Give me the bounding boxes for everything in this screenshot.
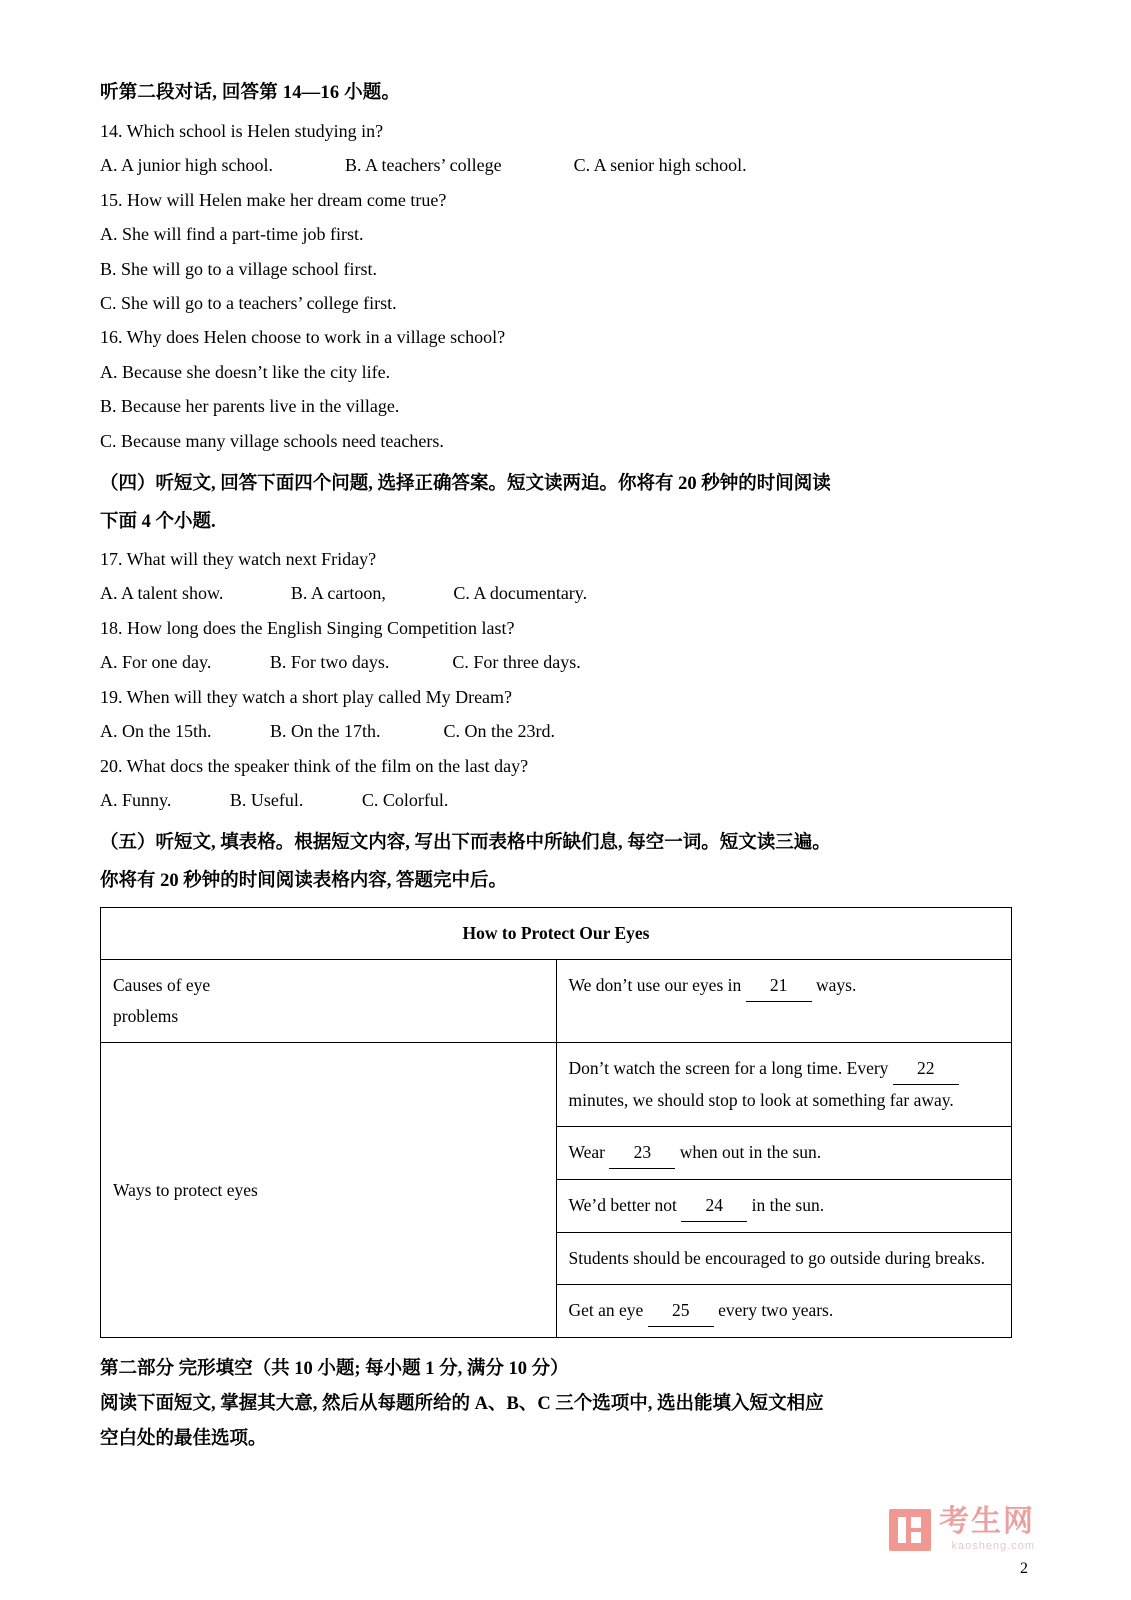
- ways-content-cell-1: [556, 1043, 1012, 1127]
- causes-label-cell: [101, 960, 557, 1043]
- question-16: 16. Why does Helen choose to work in a village school?: [100, 327, 506, 348]
- ways-text-pre-4: Students should be encouraged to go outside during breaks.: [568, 1248, 986, 1269]
- watermark-text: [939, 1507, 1035, 1552]
- ways-content-cell-4: [556, 1233, 1012, 1285]
- watermark-cn: 考生网: [939, 1505, 1035, 1538]
- causes-label-line1: Causes of eye: [113, 975, 211, 996]
- ways-text-pre-3: We’d better not: [568, 1195, 682, 1216]
- question-17: 17. What will they watch next Friday?: [100, 549, 377, 570]
- ways-text-pre-5: Get an eye: [568, 1300, 648, 1321]
- ways-content-cell-2: [556, 1127, 1012, 1180]
- causes-text-pre: We don’t use our eyes in: [568, 975, 746, 996]
- ways-text-post-2: when out in the sun.: [675, 1142, 822, 1163]
- part-two-instruction-line1: 阅读下面短文, 掌握其大意, 然后从每题所给的 A、B、C 三个选项中, 选出能填入短文相应: [100, 1394, 824, 1415]
- part-five-heading-line1: （五）听短文, 填表格。根据短文内容, 写出下而表格中所缺们息, 每空一词。短文读三遍。: [100, 833, 831, 854]
- question-16-option-b: B. Because her parents live in the village.: [100, 396, 400, 417]
- question-15-option-c: C. She will go to a teachers’ college first.: [100, 293, 397, 314]
- question-20-options: A. Funny. B. Useful. C. Colorful.: [100, 789, 449, 810]
- ways-content-cell-3: [556, 1180, 1012, 1233]
- blank-24[interactable]: 24: [681, 1190, 747, 1222]
- causes-text-post: ways.: [811, 975, 857, 996]
- ways-text-post-1: minutes, we should stop to look at something far away.: [568, 1090, 954, 1111]
- eye-protection-table: [100, 907, 1012, 1338]
- question-19-options: A. On the 15th. B. On the 17th. C. On the 23rd.: [100, 721, 555, 742]
- watermark-logo-icon: [889, 1509, 931, 1551]
- question-16-option-c: C. Because many village schools need teachers.: [100, 430, 444, 451]
- section-heading-dialogue2: 听第二段对话, 回答第 14—16 小题。: [100, 83, 401, 103]
- ways-label-cell: Ways to protect eyes: [101, 1043, 557, 1338]
- blank-23[interactable]: 23: [609, 1137, 675, 1169]
- part-five-heading-line2: 你将有 20 秒钟的时间阅读表格内容, 答题完中后。: [100, 871, 508, 892]
- question-14-options: A. A junior high school. B. A teachers’ college C. A senior high school.: [100, 155, 747, 176]
- part-two-block: [100, 1352, 1012, 1457]
- table-row: [101, 960, 1012, 1043]
- question-15-option-a: A. She will find a part-time job first.: [100, 224, 364, 245]
- question-16-option-a: A. Because she doesn’t like the city life.: [100, 361, 391, 382]
- causes-label-line2: problems: [113, 1006, 179, 1027]
- question-17-options: A. A talent show. B. A cartoon, C. A documentary.: [100, 583, 588, 604]
- part-four-heading-line2: 下面 4 个小题.: [100, 512, 216, 533]
- page-content: [100, 76, 1012, 1457]
- table-title-row: [101, 908, 1012, 960]
- blank-22[interactable]: 22: [893, 1053, 959, 1085]
- causes-content-cell: [556, 960, 1012, 1043]
- watermark-en: kaosheng.com: [951, 1540, 1035, 1552]
- question-14: 14. Which school is Helen studying in?: [100, 121, 384, 141]
- watermark: [889, 1507, 1035, 1552]
- blank-25[interactable]: 25: [648, 1295, 714, 1327]
- question-20: 20. What docs the speaker think of the film on the last day?: [100, 755, 529, 776]
- ways-content-cell-5: [556, 1285, 1012, 1338]
- table-row: [101, 1043, 1012, 1127]
- question-18-options: A. For one day. B. For two days. C. For three days.: [100, 652, 581, 673]
- blank-21[interactable]: 21: [746, 970, 812, 1002]
- page-number: 2: [1020, 1560, 1028, 1577]
- ways-text-post-3: in the sun.: [747, 1195, 825, 1216]
- table-title: How to Protect Our Eyes: [101, 908, 1012, 960]
- ways-text-pre-2: Wear: [568, 1142, 610, 1163]
- question-18: 18. How long does the English Singing Competition last?: [100, 617, 515, 638]
- question-19: 19. When will they watch a short play called My Dream?: [100, 686, 513, 707]
- ways-text-post-5: every two years.: [713, 1300, 834, 1321]
- question-15: 15. How will Helen make her dream come true?: [100, 189, 447, 210]
- part-four-heading-line1: （四）听短文, 回答下面四个问题, 选择正确答案。短文读两迫。你将有 20 秒钟的时间阅读: [100, 474, 831, 495]
- question-15-option-b: B. She will go to a village school first.: [100, 258, 377, 279]
- part-two-title: 第二部分 完形填空（共 10 小题; 每小题 1 分, 满分 10 分）: [100, 1359, 569, 1380]
- part-two-instruction-line2: 空白处的最佳选项。: [100, 1429, 267, 1450]
- ways-text-pre-1: Don’t watch the screen for a long time. Every: [568, 1058, 893, 1079]
